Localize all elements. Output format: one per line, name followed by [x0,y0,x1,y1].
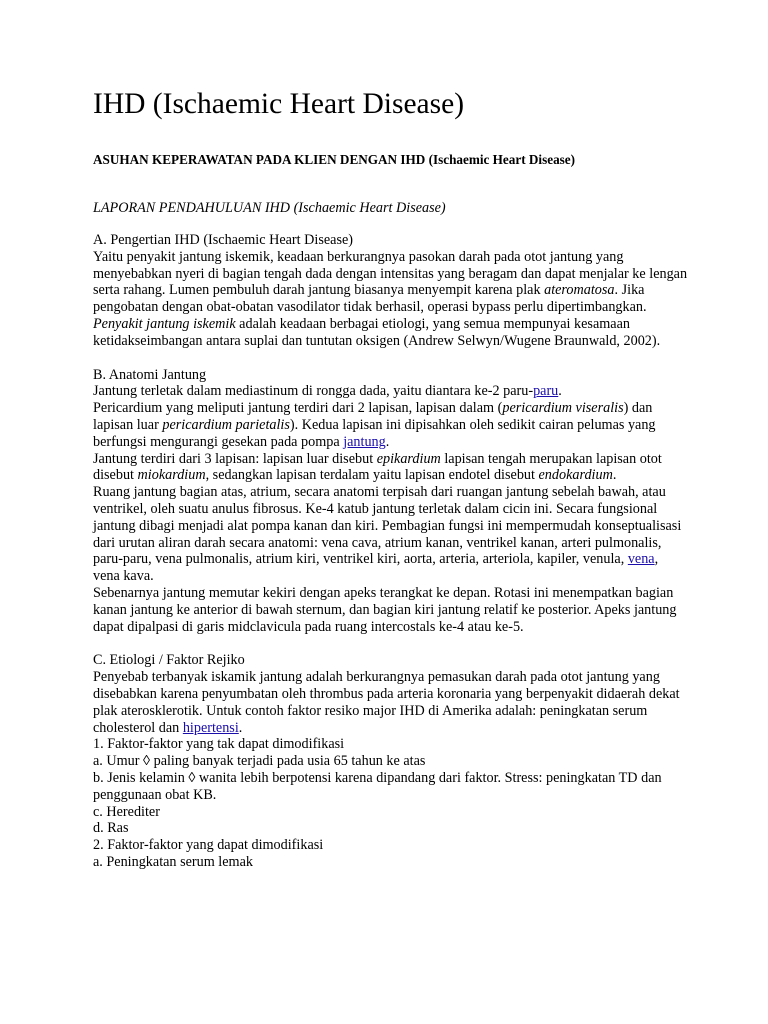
section-a-heading: A. Pengertian IHD (Ischaemic Heart Disease) [93,232,353,248]
italic-term: epikardium [376,450,441,467]
list-item: b. Jenis kelamin ◊ wanita lebih berpotensi karena dipandang dari faktor. Stress: peningkatan TD dan penggunaan obat KB. [93,769,662,803]
list-item: d. Ras [93,820,129,837]
text-run: . Jika pengobatan dengan obat-obatan vasodilator tidak berhasil, operasi bypass perlu dipertimbangkan. [93,282,647,316]
document-subtitle: ASUHAN KEPERAWATAN PADA KLIEN DENGAN IHD (Ischaemic Heart Disease) [93,152,576,167]
text-run: Yaitu penyakit jantung iskemik, keadaan berkurangnya pasokan darah pada otot jantung yang menyebabkan nyeri di bagian tengah dada dengan intensitas yang beragam dan dapat menjalar ke lengan serta rahang. Lumen pembuluh darah jantung biasanya menyempit karena plak [93,248,688,299]
text-run: , sedangkan lapisan terdalam yaitu lapisan endotel disebut [205,467,539,484]
section-c-heading: C. Etiologi / Faktor Rejiko [93,652,245,669]
text-run: Jantung terdiri dari 3 lapisan: lapisan luar disebut [93,450,377,467]
report-title: LAPORAN PENDAHULUAN IHD (Ischaemic Heart Disease) [93,200,446,216]
italic-term: endokardium [538,467,613,484]
link-vena[interactable]: vena [627,551,655,568]
list-item: 2. Faktor-faktor yang dapat dimodifikasi [93,837,324,854]
list-item: a. Peningkatan serum lemak [93,853,253,870]
italic-term: pericardium viseralis [502,400,624,417]
italic-term: miokardium [137,467,206,484]
italic-term: ateromatosa [544,282,615,299]
paragraph-gap [93,635,688,652]
text-run: ) dan lapisan luar [93,400,653,433]
section-b-heading: B. Anatomi Jantung [93,366,207,383]
list-item: a. Umur ◊ paling banyak terjadi pada usia 65 tahun ke atas [93,753,426,770]
section-b-paragraph-2 [93,400,688,450]
section-a-paragraph-1 [93,249,688,316]
text-run: lapisan tengah merupakan lapisan otot disebut [93,450,662,484]
text-run: ). Kedua lapisan ini dipisahkan oleh sedikit cairan pelumas yang berfungsi mengurangi gesekan pada pompa [93,416,656,450]
text-run: Penyebab terbanyak iskamik jantung adalah berkurangnya pemasukan darah pada otot jantung yang disebabkan karena penyumbatan oleh thrombus pada arteria koronaria yang berpenyakit didaerah dekat plak aterosklerotik. Untuk contoh faktor resiko major IHD di Amerika adalah: peningkatan serum cholesterol dan [93,669,680,736]
link-hipertensi[interactable]: hipertensi [182,719,239,736]
section-b-paragraph-1 [93,383,688,400]
text-run: Ruang jantung bagian atas, atrium, secara anatomi terpisah dari ruangan jantung sebelah bawah, atau ventrikel, oleh suatu anulus fibrosus. Ke-4 katub jantung terletak dalam cicin ini. Secara fungsional jantung dibagi menjadi alat pompa kanan dan kiri. Pembagian fungsi ini mempermudah konseptualisasi dari urutan aliran darah secara anatomi: vena cava, atrium kanan, ventrikel kanan, arteri pulmonalis, paru-paru, vena pulmonalis, atrium kiri, ventrikel kiri, aorta, arteria, arteriola, kapiler, venula, [93,484,682,568]
list-item: 1. Faktor-faktor yang tak dapat dimodifikasi [93,736,345,753]
list-item: c. Herediter [93,803,160,820]
section-b-paragraph-5: Sebenarnya jantung memutar kekiri dengan apeks terangkat ke depan. Rotasi ini menempatkan bagian kanan jantung ke anterior di bawah sternum, dan bagian kiri jantung relatif ke posterior. Apeks jantung dapat dipalpasi di garis midclavicula pada ruang intercostals ke-4 atau ke-5. [93,584,677,635]
paragraph-gap [93,350,688,367]
text-run: . [612,467,617,484]
link-paru[interactable]: paru [533,383,559,400]
text-run: . [385,433,390,450]
section-b-paragraph-4 [93,484,688,585]
section-c-paragraph-1 [93,669,688,736]
text-run: Jantung terletak dalam mediastinum di rongga dada, yaitu diantara ke-2 paru- [93,383,534,400]
section-b-paragraph-3 [93,451,688,485]
page-title: IHD (Ischaemic Heart Disease) [93,88,465,120]
italic-term: pericardium parietalis [162,416,290,433]
text-run: adalah keadaan berbagai etiologi, yang semua mempunyai kesamaan ketidakseimbangan antara suplai dan tuntutan oksigen (Andrew Selwyn/Wugene Braunwald, 2002). [93,315,661,349]
text-run: . [558,383,562,400]
text-run: , vena kava. [93,551,659,585]
text-run: . [238,719,243,736]
section-a-paragraph-2 [93,316,688,350]
link-jantung[interactable]: jantung [343,433,386,450]
italic-term: Penyakit jantung iskemik [93,315,236,332]
text-run: Pericardium yang meliputi jantung terdiri dari 2 lapisan, lapisan dalam ( [93,400,503,417]
